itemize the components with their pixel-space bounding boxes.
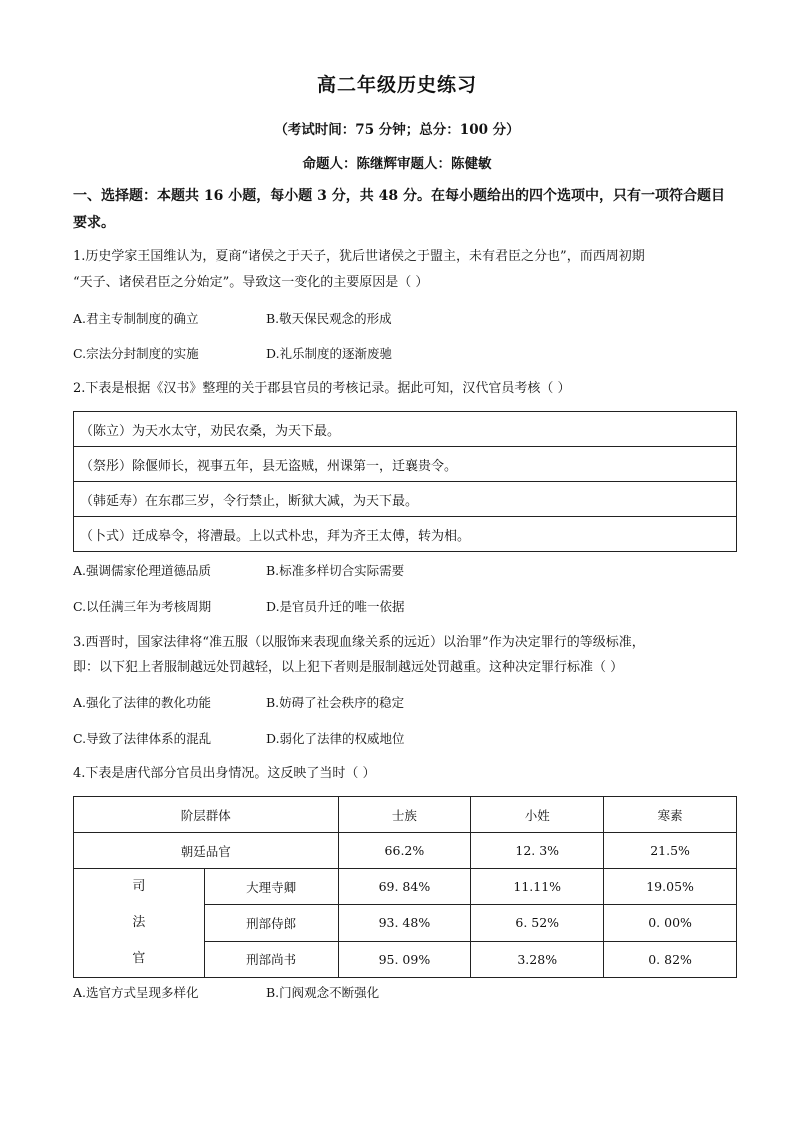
question-4-stem: 4.下表是唐代部分官员出身情况。这反映了当时（ ）	[73, 766, 376, 781]
record-cell: （卜式）迁成皋令，将漕最。上以式朴忠，拜为齐王太傅，转为相。	[74, 517, 737, 552]
cell-value: 66.2%	[338, 833, 471, 869]
row-label: 刑部侍郎	[204, 905, 338, 941]
table-row	[74, 833, 737, 869]
question-1-line-1: 1.历史学家王国维认为，夏商“诸侯之于天子，犹后世诸侯之于盟主，未有君臣之分也”，而西周初期	[73, 249, 645, 264]
judicial-char: 法	[132, 915, 146, 930]
question-3-line-1: 3.西晋时，国家法律将“准五服（以服饰来表现血缘关系的远近）以治罪”作为决定罪行的等级标准，	[73, 635, 645, 650]
table-row	[74, 447, 737, 482]
header-xiaoxing: 小姓	[471, 797, 604, 833]
table-row	[74, 482, 737, 517]
exam-info: （考试时间：75 分钟；总分：100 分）	[274, 122, 520, 138]
header-group: 阶层群体	[74, 797, 339, 833]
row-label: 朝廷品官	[74, 833, 339, 869]
cell-value: 3.28%	[471, 941, 604, 977]
officials-table	[73, 796, 737, 978]
table-row	[74, 869, 737, 905]
q2-option-c: C.以任满三年为考核周期	[73, 599, 212, 614]
q2-option-a: A.强调儒家伦理道德品质	[73, 563, 212, 578]
q1-option-c: C.宗法分封制度的实施	[73, 346, 199, 361]
q1-option-d: D.礼乐制度的逐渐废驰	[266, 346, 393, 361]
row-label: 大理寺卿	[204, 869, 338, 905]
judicial-char: 官	[132, 951, 146, 966]
question-3-line-2: 即：以下犯上者服制越远处罚越轻，以上犯下者则是服制越远处罚越重。这种决定罪行标准（ ）	[73, 660, 624, 675]
cell-value: 21.5%	[604, 833, 737, 869]
question-2-stem: 2.下表是根据《汉书》整理的关于郡县官员的考核记录。据此可知，汉代官员考核（ ）	[73, 381, 571, 396]
cell-value: 95. 09%	[338, 941, 471, 977]
question-1-line-2: “天子、诸侯君臣之分始定”。导致这一变化的主要原因是（ ）	[73, 275, 429, 290]
cell-value: 0. 00%	[604, 905, 737, 941]
q2-option-d: D.是官员升迁的唯一依据	[266, 599, 405, 614]
record-cell: （陈立）为天水太守，劝民农桑，为天下最。	[74, 412, 737, 447]
cell-value: 6. 52%	[471, 905, 604, 941]
header-hansu: 寒素	[604, 797, 737, 833]
q2-option-b: B.标准多样切合实际需要	[266, 563, 405, 578]
table-header-row	[74, 797, 737, 833]
table-row	[74, 412, 737, 447]
cell-value: 12. 3%	[471, 833, 604, 869]
q3-option-d: D.弱化了法律的权威地位	[266, 731, 405, 746]
judicial-group-label	[74, 869, 205, 978]
page-title: 高二年级历史练习	[316, 74, 477, 96]
q4-option-a: A.选官方式呈现多样化	[73, 985, 199, 1000]
q1-option-a: A.君主专制制度的确立	[73, 311, 199, 326]
cell-value: 69. 84%	[338, 869, 471, 905]
cell-value: 19.05%	[604, 869, 737, 905]
records-table	[73, 411, 737, 552]
row-label: 刑部尚书	[204, 941, 338, 977]
section-heading: 一、选择题：本题共 16 小题，每小题 3 分，共 48 分。在每小题给出的四个选项中，只有一项符合题目要求。	[73, 188, 725, 231]
cell-value: 0. 82%	[604, 941, 737, 977]
cell-value: 93. 48%	[338, 905, 471, 941]
header-shizu: 士族	[338, 797, 471, 833]
record-cell: （韩延寿）在东郡三岁，令行禁止，断狱大减，为天下最。	[74, 482, 737, 517]
record-cell: （祭彤）除偃师长，视事五年，县无盗贼，州课第一，迁襄贵令。	[74, 447, 737, 482]
authors-line: 命题人：陈继辉审题人：陈健敏	[302, 156, 492, 172]
q3-option-b: B.妨碍了社会秩序的稳定	[266, 695, 405, 710]
q3-option-c: C.导致了法律体系的混乱	[73, 731, 212, 746]
judicial-char: 司	[132, 879, 146, 894]
q4-option-b: B.门阀观念不断强化	[266, 985, 380, 1000]
table-row	[74, 517, 737, 552]
q3-option-a: A.强化了法律的教化功能	[73, 695, 212, 710]
q1-option-b: B.敬天保民观念的形成	[266, 311, 392, 326]
cell-value: 11.11%	[471, 869, 604, 905]
